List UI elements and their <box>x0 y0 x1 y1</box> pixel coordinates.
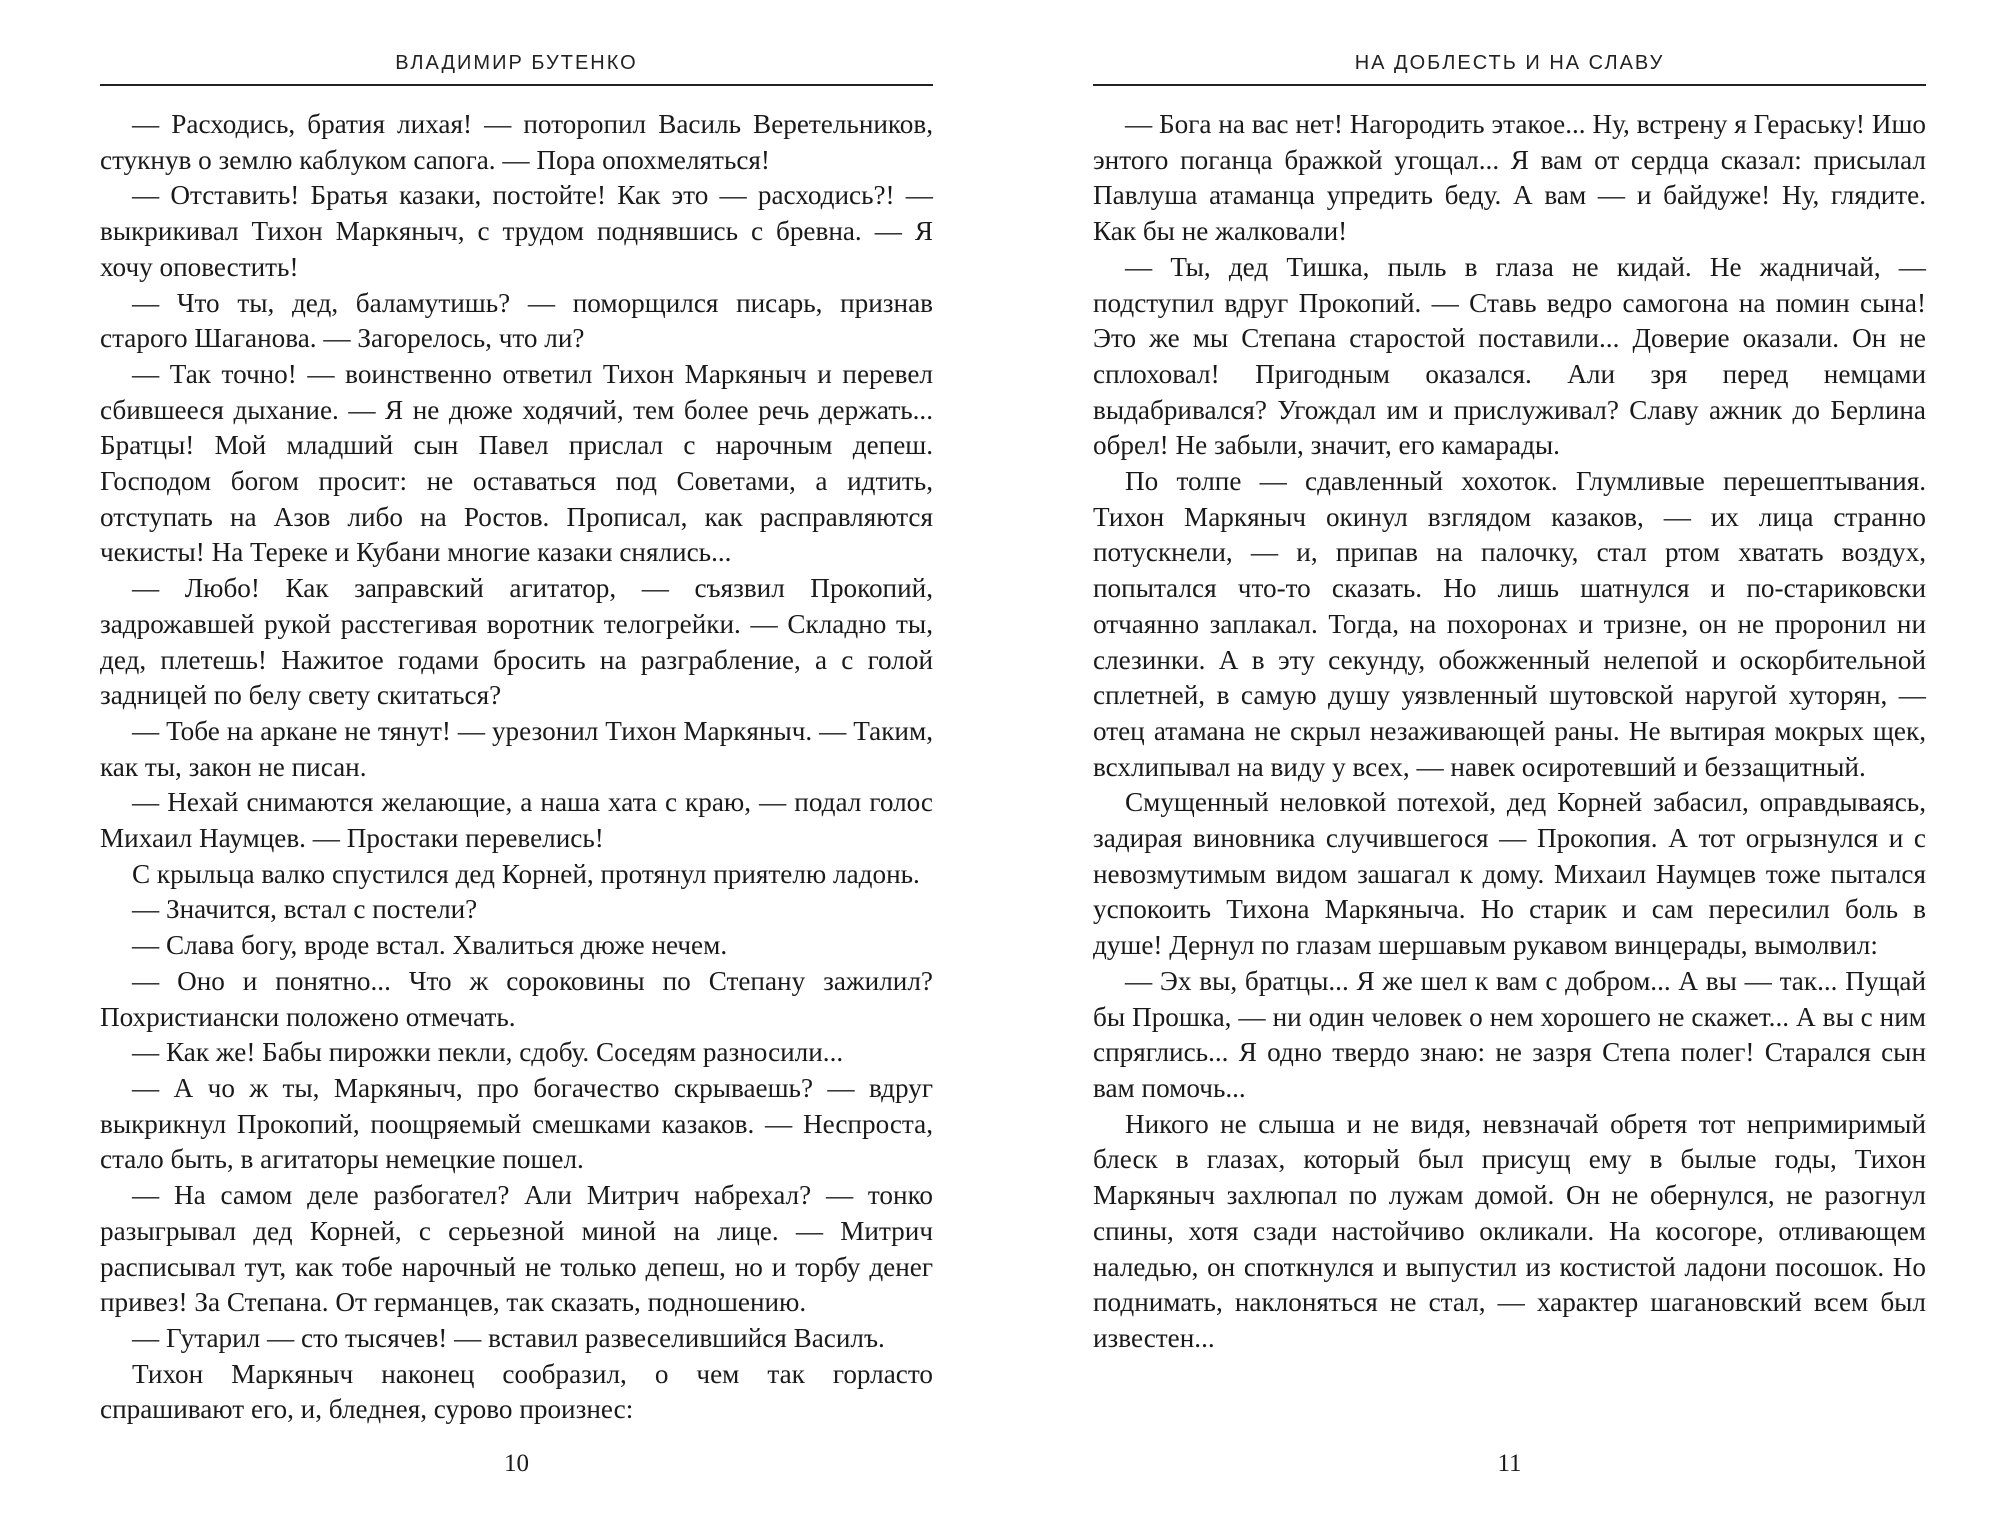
paragraph: — А чо ж ты, Маркяныч, про богачество скрываешь? — вдруг выкрикнул Прокопий, поощряемый смешками казаков. — Неспроста, стало быть, в агитаторы немецкие пошел. <box>100 1072 933 1175</box>
paragraph: — Эх вы, братцы... Я же шел к вам с добром... А вы — так... Пущай бы Прошка, — ни один человек о нем хорошего не скажет... А вы с ним спряглись... Я одно твердо знаю: не зазря Степа полег! Старался сын вам помочь... <box>1093 965 1926 1103</box>
paragraph: Смущенный неловкой потехой, дед Корней забасил, оправдываясь, задирая виновника случившегося — Прокопия. А тот огрызнулся и с невозмутимым видом зашагал к дому. Михаил Наумцев тоже пытался успокоить Тихона Маркяныча. Но старик и сам пересилил боль в душе! Дернул по глазам шершавым рукавом винцерады, вымолвил: <box>1093 787 1926 961</box>
header-rule-right <box>1093 84 1926 86</box>
paragraph: По толпе — сдавленный хохоток. Глумливые перешептывания. Тихон Маркяныч окинул взглядом казаков, — их лица странно потускнели, — и, припав на палочку, стал ртом хватать воздух, попытался что-то сказать. Но лишь шатнулся и по-стариковски отчаянно заплакал. Тогда, на похоронах и тризне, он не проронил ни слезинки. А в эту секунду, обожженный нелепой и оскорбительной сплетней, в самую душу уязвленный шутовской наругой хуторян, — отец атамана не скрыл незаживающей раны. Не вытирая мокрых щек, всхлипывал на виду у всех, — навек осиротевший и беззащитный. <box>1093 466 1926 782</box>
paragraph: — Слава богу, вроде встал. Хвалиться дюже нечем. <box>132 930 728 961</box>
paragraph: — Как же! Бабы пирожки пекли, сдобу. Соседям разносили... <box>132 1037 844 1068</box>
paragraph: Никого не слыша и не видя, невзначай обретя тот непримиримый блеск в глазах, который был присущ ему в былые годы, Тихон Маркяныч захлюпал по лужам домой. Он не обернулся, не разогнул спины, хотя сзади настойчиво окликали. На косогоре, отливающем наледью, он споткнулся и выпустил из костистой ладони посошок. Но поднимать, наклоняться не стал, — характер шагановский всем был известен... <box>1093 1108 1926 1353</box>
text-block-right <box>1093 107 1926 1357</box>
paragraph: С крыльца валко спустился дед Корней, протянул приятелю ладонь. <box>132 858 920 889</box>
running-head-left: ВЛАДИМИР БУТЕНКО <box>395 52 638 74</box>
paragraph: Тихон Маркяныч наконец сообразил, о чем так горласто спрашивают его, и, бледнея, сурово произнес: <box>100 1358 933 1425</box>
paragraph: — Гутарил — сто тысячев! — вставил развеселившийся Василъ. <box>132 1322 885 1353</box>
right-page <box>1093 0 1926 1537</box>
paragraph: — Отставить! Братья казаки, постойте! Как это — расходись?! — выкрикивал Тихон Маркяныч, с трудом поднявшись с бревна. — Я хочу оповестить! <box>100 180 933 282</box>
paragraph: — Бога на вас нет! Нагородить этакое... Ну, встрену я Гераську! Ишо энтого поганца бражкой угощал... Я вам от сердца сказал: присылал Павлуша атаманца упредить беду. А вам — и байдуже! Ну, глядите. Как бы не жалковали! <box>1093 109 1926 247</box>
paragraph: — Нехай снимаются желающие, а наша хата с краю, — подал голос Михаил Наумцев. — Простаки перевелись! <box>100 787 933 854</box>
page-number-right: 11 <box>1497 1450 1522 1477</box>
header-rule-left <box>100 84 933 86</box>
paragraph: — На самом деле разбогател? Али Митрич набрехал? — тонко разыгрывал дед Корней, с серьезной миной на лице. — Митрич расписывал тут, как тобе нарочный не только депеш, но и торбу денег привез! За Степана. От германцев, так сказать, подношению. <box>100 1180 933 1318</box>
paragraph: — Ты, дед Тишка, пыль в глаза не кидай. Не жадничай, — подступил вдруг Прокопий. — Ставь ведро самогона на помин сына! Это же мы Степана старостой поставили... Доверие оказали. Он не сплоховал! Пригодным оказался. Али зря перед немцами выдабривался? Угождал им и прислуживал? Славу ажник до Берлина обрел! Не забыли, значит, его камарады. <box>1093 251 1926 461</box>
paragraph: — Оно и понятно... Что ж сороковины по Степану зажилил? Похристиански положено отмечать. <box>100 965 933 1032</box>
paragraph: — Что ты, дед, баламутишь? — поморщился писарь, признав старого Шаганова. — Загорелось, что ли? <box>100 287 933 354</box>
running-head-right: НА ДОБЛЕСТЬ И НА СЛАВУ <box>1354 52 1665 74</box>
paragraph: — Тобе на аркане не тянут! — урезонил Тихон Маркяныч. — Таким, как ты, закон не писан. <box>100 715 933 782</box>
text-block-left <box>100 107 933 1428</box>
left-page <box>100 0 933 1537</box>
page-number-left: 10 <box>504 1450 529 1477</box>
paragraph: — Так точно! — воинственно ответил Тихон Маркяныч и перевел сбившееся дыхание. — Я не дюже ходячий, тем более речь держать... Братцы! Мой младший сын Павел прислал с нарочным депеш. Господом богом просит: не оставаться под Советами, а идтить, отступать на Азов либо на Ростов. Прописал, как расправляются чекисты! На Тереке и Кубани многие казаки снялись... <box>100 358 933 568</box>
paragraph: — Значится, встал с постели? <box>132 894 478 925</box>
paragraph: — Расходись, братия лихая! — поторопил Василь Веретельников, стукнув о землю каблуком сапога. — Пора опохмеляться! <box>100 109 933 175</box>
paragraph: — Любо! Как заправский агитатор, — съязвил Прокопий, задрожавшей рукой расстегивая воротник телогрейки. — Складно ты, дед, плетешь! Нажитое годами бросить на разграбление, а с голой задницей по белу свету скитаться? <box>100 573 933 711</box>
